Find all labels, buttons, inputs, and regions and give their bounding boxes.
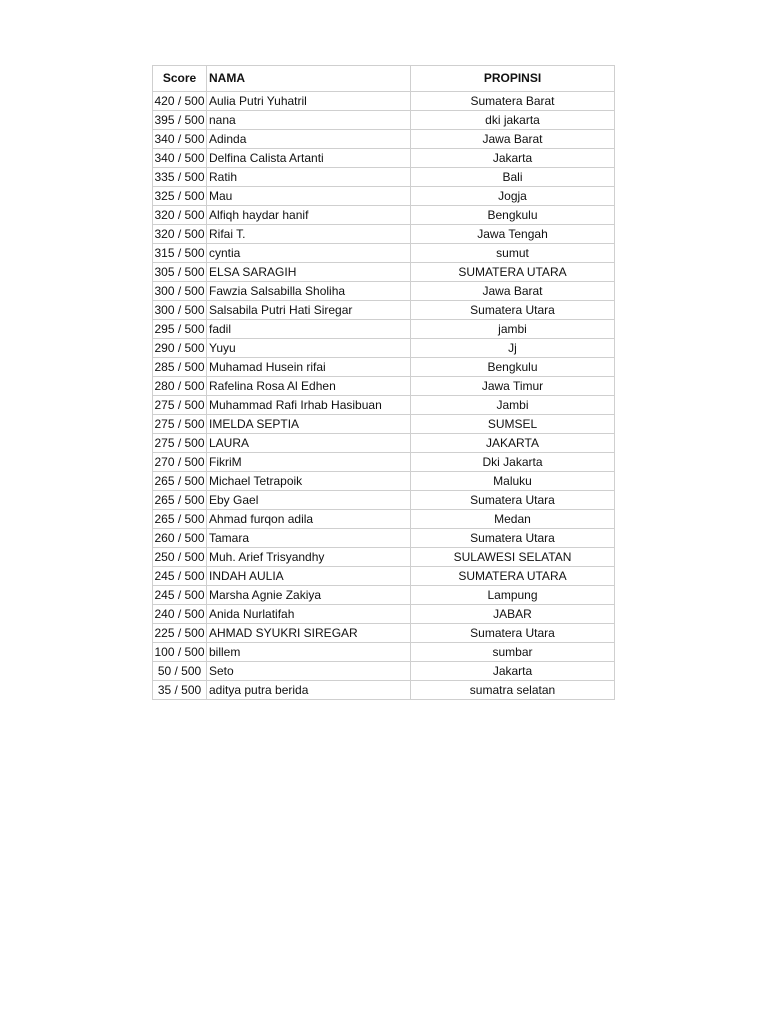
table-row bbox=[153, 434, 615, 453]
table-row bbox=[153, 681, 615, 700]
propinsi-cell: Jogja bbox=[411, 187, 615, 206]
nama-cell: Rifai T. bbox=[207, 225, 411, 244]
table-row bbox=[153, 567, 615, 586]
score-cell: 260 / 500 bbox=[153, 529, 207, 548]
nama-cell: Tamara bbox=[207, 529, 411, 548]
nama-cell: Muhamad Husein rifai bbox=[207, 358, 411, 377]
propinsi-cell: SUMATERA UTARA bbox=[411, 263, 615, 282]
header-row bbox=[153, 66, 615, 92]
nama-cell: Adinda bbox=[207, 130, 411, 149]
propinsi-cell: Lampung bbox=[411, 586, 615, 605]
table-row bbox=[153, 282, 615, 301]
table-row bbox=[153, 643, 615, 662]
score-cell: 305 / 500 bbox=[153, 263, 207, 282]
nama-cell: LAURA bbox=[207, 434, 411, 453]
table-row bbox=[153, 396, 615, 415]
score-cell: 340 / 500 bbox=[153, 149, 207, 168]
nama-cell: Ratih bbox=[207, 168, 411, 187]
table-row bbox=[153, 529, 615, 548]
score-table bbox=[152, 65, 615, 700]
score-cell: 335 / 500 bbox=[153, 168, 207, 187]
score-cell: 275 / 500 bbox=[153, 434, 207, 453]
propinsi-cell: Jawa Barat bbox=[411, 130, 615, 149]
table-row bbox=[153, 111, 615, 130]
score-cell: 245 / 500 bbox=[153, 567, 207, 586]
score-cell: 280 / 500 bbox=[153, 377, 207, 396]
nama-cell: aditya putra berida bbox=[207, 681, 411, 700]
table-row bbox=[153, 624, 615, 643]
score-cell: 300 / 500 bbox=[153, 301, 207, 320]
propinsi-cell: Jawa Tengah bbox=[411, 225, 615, 244]
score-cell: 265 / 500 bbox=[153, 510, 207, 529]
propinsi-cell: JAKARTA bbox=[411, 434, 615, 453]
nama-cell: Marsha Agnie Zakiya bbox=[207, 586, 411, 605]
nama-cell: Delfina Calista Artanti bbox=[207, 149, 411, 168]
score-cell: 340 / 500 bbox=[153, 130, 207, 149]
propinsi-cell: Jambi bbox=[411, 396, 615, 415]
propinsi-cell: Maluku bbox=[411, 472, 615, 491]
nama-cell: Fawzia Salsabilla Sholiha bbox=[207, 282, 411, 301]
propinsi-cell: Sumatera Utara bbox=[411, 491, 615, 510]
propinsi-cell: Jakarta bbox=[411, 662, 615, 681]
nama-cell: FikriM bbox=[207, 453, 411, 472]
table-row bbox=[153, 130, 615, 149]
score-cell: 265 / 500 bbox=[153, 491, 207, 510]
table-row bbox=[153, 263, 615, 282]
propinsi-cell: sumbar bbox=[411, 643, 615, 662]
table-body bbox=[153, 92, 615, 700]
nama-cell: cyntia bbox=[207, 244, 411, 263]
score-cell: 35 / 500 bbox=[153, 681, 207, 700]
table-row bbox=[153, 92, 615, 111]
column-header-nama: NAMA bbox=[207, 66, 411, 92]
propinsi-cell: Bengkulu bbox=[411, 206, 615, 225]
score-cell: 245 / 500 bbox=[153, 586, 207, 605]
propinsi-cell: Jj bbox=[411, 339, 615, 358]
table-row bbox=[153, 548, 615, 567]
propinsi-cell: SULAWESI SELATAN bbox=[411, 548, 615, 567]
nama-cell: billem bbox=[207, 643, 411, 662]
score-cell: 315 / 500 bbox=[153, 244, 207, 263]
nama-cell: Ahmad furqon adila bbox=[207, 510, 411, 529]
propinsi-cell: Sumatera Barat bbox=[411, 92, 615, 111]
score-cell: 100 / 500 bbox=[153, 643, 207, 662]
nama-cell: Muh. Arief Trisyandhy bbox=[207, 548, 411, 567]
table-row bbox=[153, 491, 615, 510]
table-row bbox=[153, 415, 615, 434]
table-row bbox=[153, 320, 615, 339]
nama-cell: INDAH AULIA bbox=[207, 567, 411, 586]
nama-cell: Eby Gael bbox=[207, 491, 411, 510]
propinsi-cell: Bengkulu bbox=[411, 358, 615, 377]
nama-cell: Rafelina Rosa Al Edhen bbox=[207, 377, 411, 396]
table-row bbox=[153, 187, 615, 206]
nama-cell: nana bbox=[207, 111, 411, 130]
table-row bbox=[153, 453, 615, 472]
table-row bbox=[153, 339, 615, 358]
score-cell: 50 / 500 bbox=[153, 662, 207, 681]
nama-cell: Mau bbox=[207, 187, 411, 206]
nama-cell: ELSA SARAGIH bbox=[207, 263, 411, 282]
propinsi-cell: sumatra selatan bbox=[411, 681, 615, 700]
score-cell: 250 / 500 bbox=[153, 548, 207, 567]
column-header-score: Score bbox=[153, 66, 207, 92]
nama-cell: Aulia Putri Yuhatril bbox=[207, 92, 411, 111]
score-cell: 265 / 500 bbox=[153, 472, 207, 491]
score-cell: 270 / 500 bbox=[153, 453, 207, 472]
nama-cell: Salsabila Putri Hati Siregar bbox=[207, 301, 411, 320]
nama-cell: Anida Nurlatifah bbox=[207, 605, 411, 624]
table-header bbox=[153, 66, 615, 92]
nama-cell: IMELDA SEPTIA bbox=[207, 415, 411, 434]
propinsi-cell: dki jakarta bbox=[411, 111, 615, 130]
propinsi-cell: SUMSEL bbox=[411, 415, 615, 434]
score-cell: 240 / 500 bbox=[153, 605, 207, 624]
score-cell: 290 / 500 bbox=[153, 339, 207, 358]
table-row bbox=[153, 225, 615, 244]
propinsi-cell: SUMATERA UTARA bbox=[411, 567, 615, 586]
score-cell: 320 / 500 bbox=[153, 206, 207, 225]
propinsi-cell: Medan bbox=[411, 510, 615, 529]
nama-cell: Seto bbox=[207, 662, 411, 681]
table-row bbox=[153, 358, 615, 377]
propinsi-cell: Jakarta bbox=[411, 149, 615, 168]
propinsi-cell: Dki Jakarta bbox=[411, 453, 615, 472]
score-cell: 300 / 500 bbox=[153, 282, 207, 301]
propinsi-cell: Bali bbox=[411, 168, 615, 187]
score-cell: 295 / 500 bbox=[153, 320, 207, 339]
nama-cell: Yuyu bbox=[207, 339, 411, 358]
table-row bbox=[153, 605, 615, 624]
propinsi-cell: jambi bbox=[411, 320, 615, 339]
propinsi-cell: sumut bbox=[411, 244, 615, 263]
nama-cell: Muhammad Rafi Irhab Hasibuan bbox=[207, 396, 411, 415]
propinsi-cell: Sumatera Utara bbox=[411, 624, 615, 643]
table-row bbox=[153, 149, 615, 168]
table-row bbox=[153, 510, 615, 529]
column-header-propinsi: PROPINSI bbox=[411, 66, 615, 92]
nama-cell: Alfiqh haydar hanif bbox=[207, 206, 411, 225]
table-row bbox=[153, 586, 615, 605]
table-row bbox=[153, 662, 615, 681]
propinsi-cell: Jawa Timur bbox=[411, 377, 615, 396]
propinsi-cell: JABAR bbox=[411, 605, 615, 624]
propinsi-cell: Sumatera Utara bbox=[411, 529, 615, 548]
score-cell: 285 / 500 bbox=[153, 358, 207, 377]
propinsi-cell: Sumatera Utara bbox=[411, 301, 615, 320]
nama-cell: Michael Tetrapoik bbox=[207, 472, 411, 491]
table-row bbox=[153, 301, 615, 320]
table-row bbox=[153, 206, 615, 225]
propinsi-cell: Jawa Barat bbox=[411, 282, 615, 301]
score-cell: 395 / 500 bbox=[153, 111, 207, 130]
table-row bbox=[153, 472, 615, 491]
score-cell: 325 / 500 bbox=[153, 187, 207, 206]
table-row bbox=[153, 377, 615, 396]
table-row bbox=[153, 244, 615, 263]
table-row bbox=[153, 168, 615, 187]
score-cell: 320 / 500 bbox=[153, 225, 207, 244]
score-cell: 275 / 500 bbox=[153, 396, 207, 415]
score-cell: 275 / 500 bbox=[153, 415, 207, 434]
nama-cell: fadil bbox=[207, 320, 411, 339]
score-cell: 420 / 500 bbox=[153, 92, 207, 111]
nama-cell: AHMAD SYUKRI SIREGAR bbox=[207, 624, 411, 643]
score-cell: 225 / 500 bbox=[153, 624, 207, 643]
